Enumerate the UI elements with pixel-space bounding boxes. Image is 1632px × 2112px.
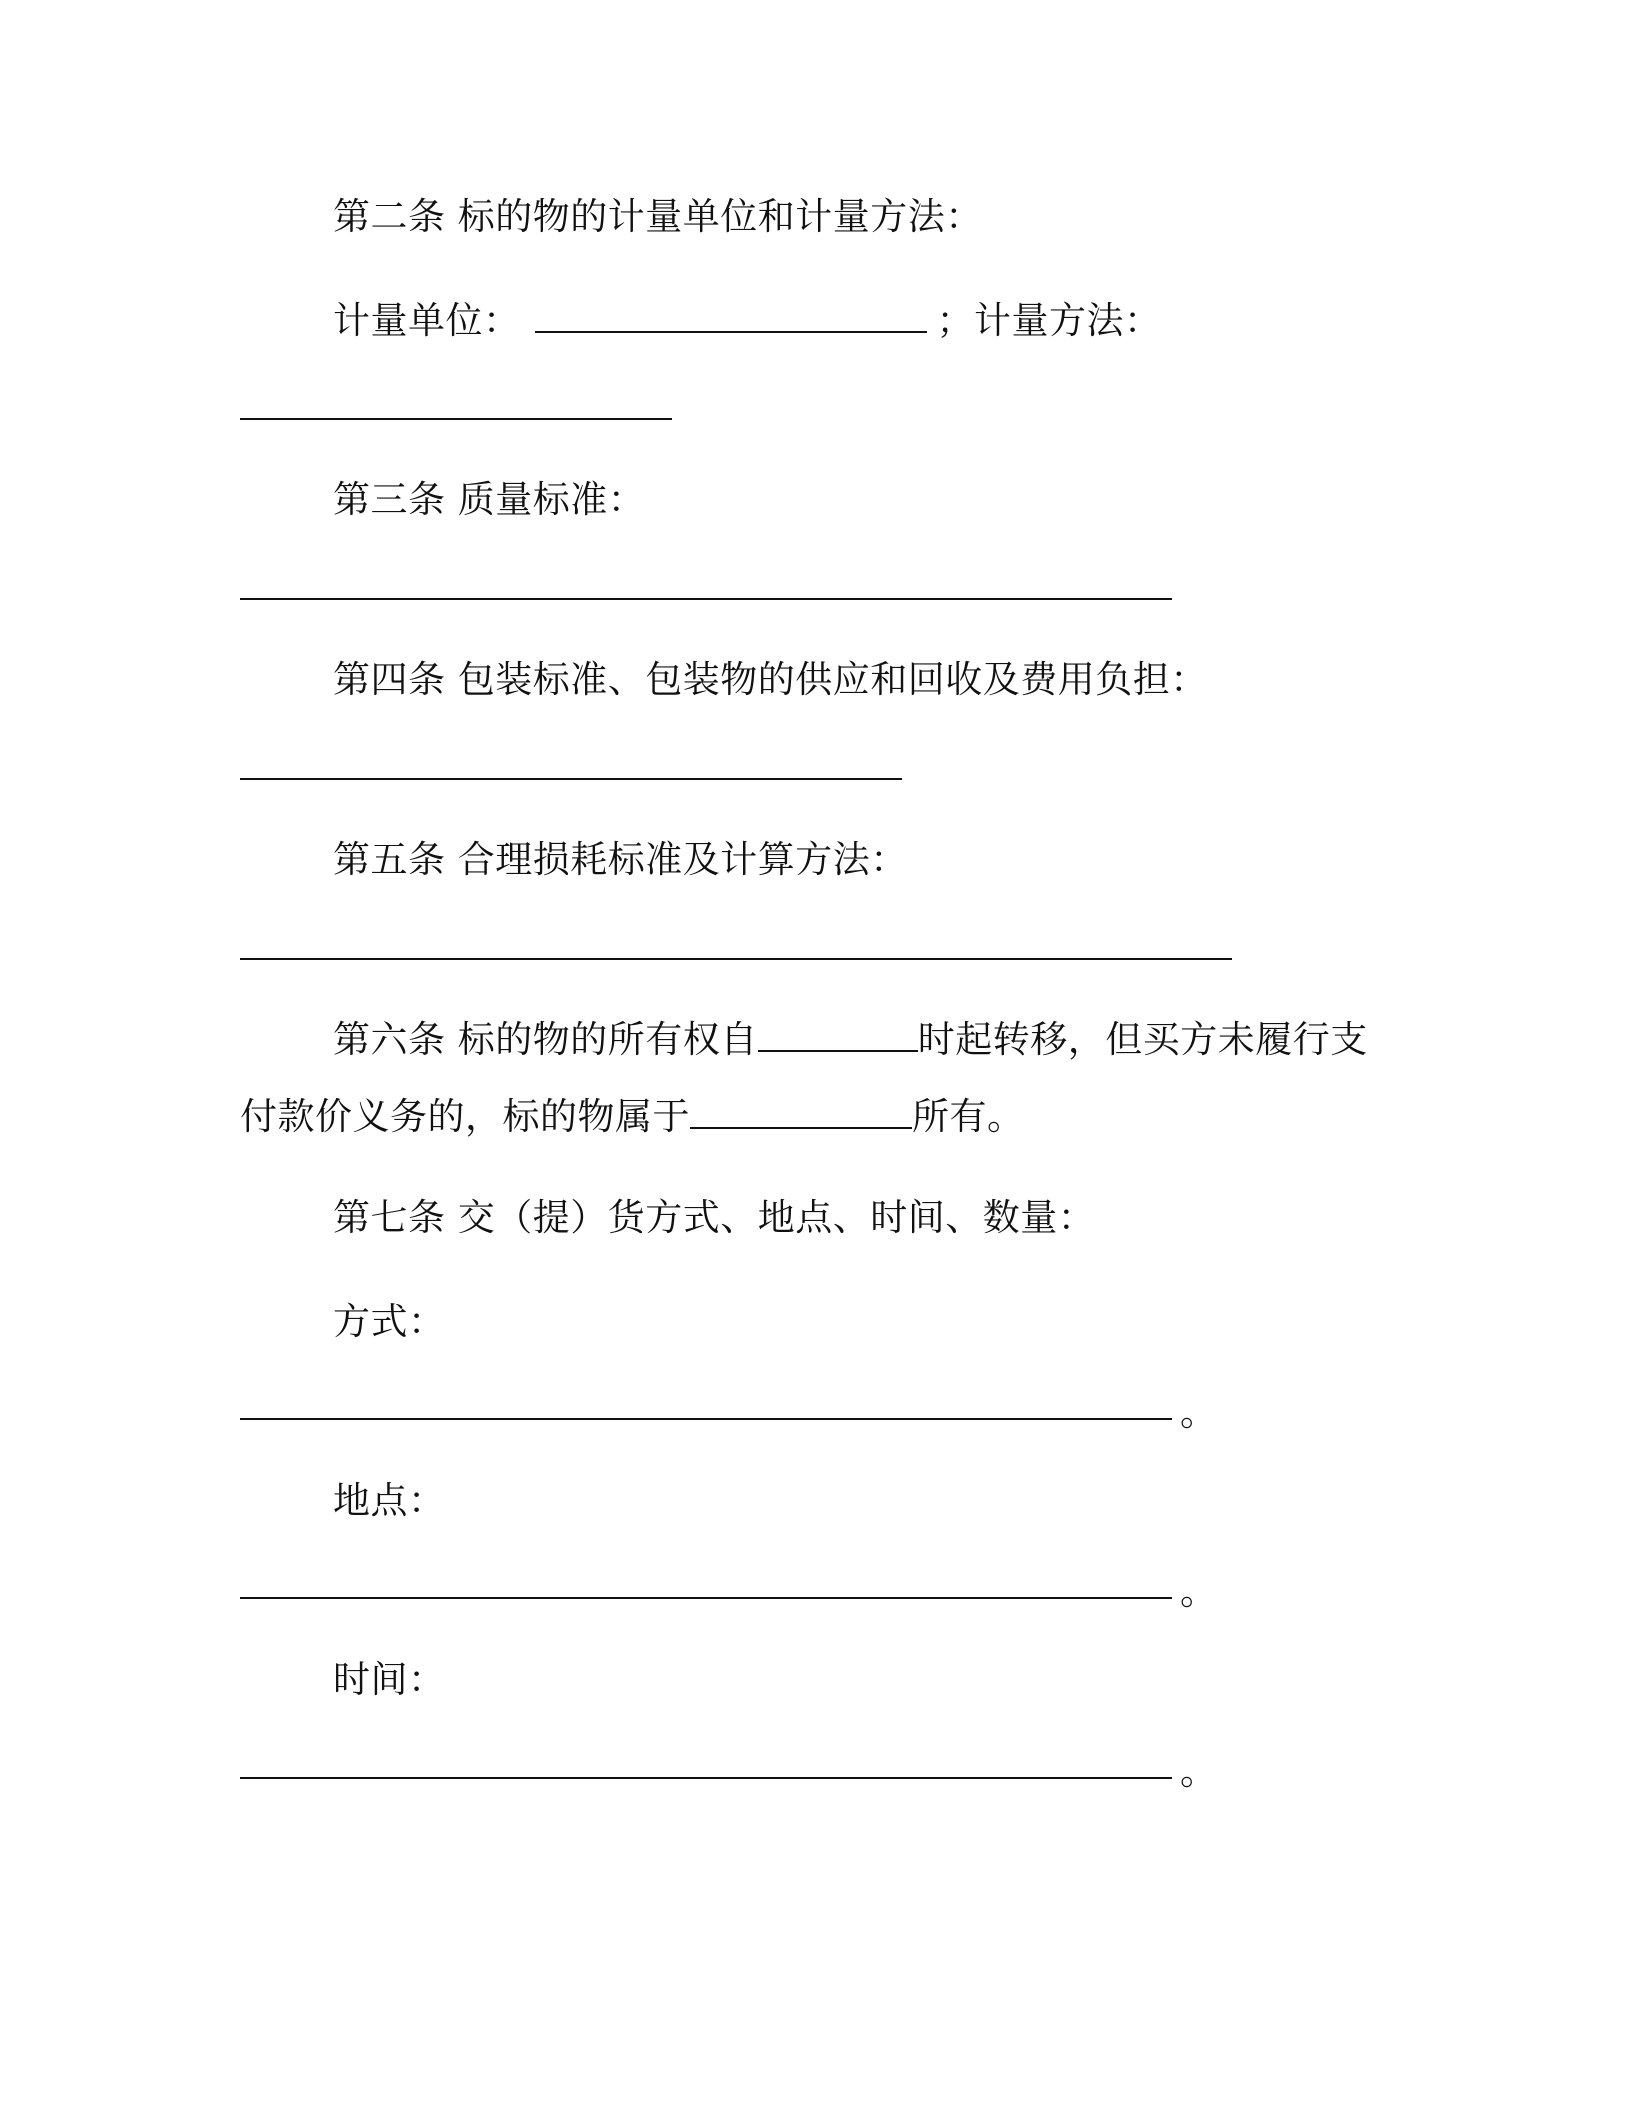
method-label: 计量方法： xyxy=(974,299,1162,342)
delivery-place-label: 地点： xyxy=(333,1479,446,1522)
delivery-method-end: 。 xyxy=(1180,1391,1217,1434)
quality-blank[interactable] xyxy=(240,598,1172,600)
delivery-time-end: 。 xyxy=(1180,1750,1217,1793)
delivery-place-end: 。 xyxy=(1180,1570,1217,1613)
delivery-time-blank[interactable] xyxy=(240,1777,1172,1779)
loss-blank[interactable] xyxy=(240,958,1232,960)
article-4-heading: 第四条 包装标准、包装物的供应和回收及费用负担： xyxy=(333,658,1208,701)
article-2-unit-line xyxy=(333,296,1162,346)
owner-blank[interactable] xyxy=(690,1093,912,1129)
method-blank[interactable] xyxy=(240,418,672,420)
article-6-text-4: 所有。 xyxy=(912,1095,1025,1138)
delivery-place-blank[interactable] xyxy=(240,1597,1172,1599)
article-6-text-1: 第六条 标的物的所有权自 xyxy=(333,1018,758,1061)
delivery-method-blank[interactable] xyxy=(240,1418,1172,1420)
article-6-line-2 xyxy=(240,1092,1025,1142)
article-6-line-1 xyxy=(333,1015,1368,1065)
ownership-time-blank[interactable] xyxy=(758,1016,918,1052)
article-2-heading: 第二条 标的物的计量单位和计量方法： xyxy=(333,195,983,238)
separator: ； xyxy=(936,299,974,342)
packaging-blank[interactable] xyxy=(240,778,902,780)
unit-blank[interactable] xyxy=(535,297,927,333)
article-3-heading: 第三条 质量标准： xyxy=(333,478,646,521)
article-6-text-3: 付款价义务的，标的物属于 xyxy=(240,1095,690,1138)
article-5-heading: 第五条 合理损耗标准及计算方法： xyxy=(333,838,908,881)
article-7-heading: 第七条 交（提）货方式、地点、时间、数量： xyxy=(333,1196,1096,1239)
article-6-text-2: 时起转移，但买方未履行支 xyxy=(917,1018,1368,1061)
unit-label: 计量单位： xyxy=(333,299,521,342)
delivery-method-label: 方式： xyxy=(333,1300,446,1343)
delivery-time-label: 时间： xyxy=(333,1658,446,1701)
